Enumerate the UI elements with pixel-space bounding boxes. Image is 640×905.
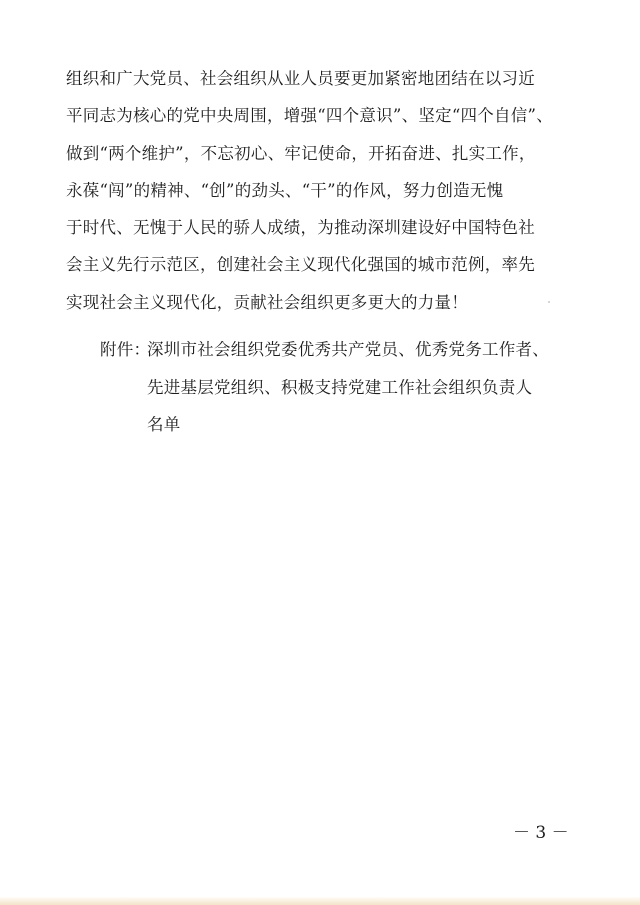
paragraph-line: 会主义先行示范区，创建社会主义现代化强国的城市范例，率先 [66, 255, 535, 275]
attachment-line [100, 331, 580, 369]
scan-speck [548, 301, 550, 303]
paragraph-line: 组织和广大党员、社会组织从业人员要更加紧密地团结在以习近 [66, 69, 535, 88]
attachment-label: 附件： [100, 340, 151, 359]
attachment-line: 先进基层党组织、积极支持党建工作社会组织负责人 [147, 377, 533, 397]
attachment-text: 深圳市社会组织党委优秀共产党员、优秀党务工作者、 [147, 340, 549, 359]
page-number: － 3 － [513, 823, 569, 843]
paragraph-line: 永葆“闯”的精神、“创”的劲头、“干”的作风，努力创造无愧 [66, 180, 504, 200]
paragraph-line: 实现社会主义现代化，贡献社会组织更多更大的力量！ [66, 292, 468, 312]
paragraph-line: 平同志为核心的党中央周围，增强“四个意识”、坚定“四个自信”、 [66, 106, 553, 126]
attachment-block [100, 331, 580, 444]
paragraph-line: 做到“两个维护”，不忘初心、牢记使命，开拓奋进、扎实工作， [66, 143, 536, 163]
attachment-line: 名单 [147, 415, 181, 434]
paragraph-line: 于时代、无愧于人民的骄人成绩，为推动深圳建设好中国特色社 [66, 218, 535, 238]
scan-bottom-edge [0, 897, 640, 905]
body-paragraph [66, 60, 576, 321]
